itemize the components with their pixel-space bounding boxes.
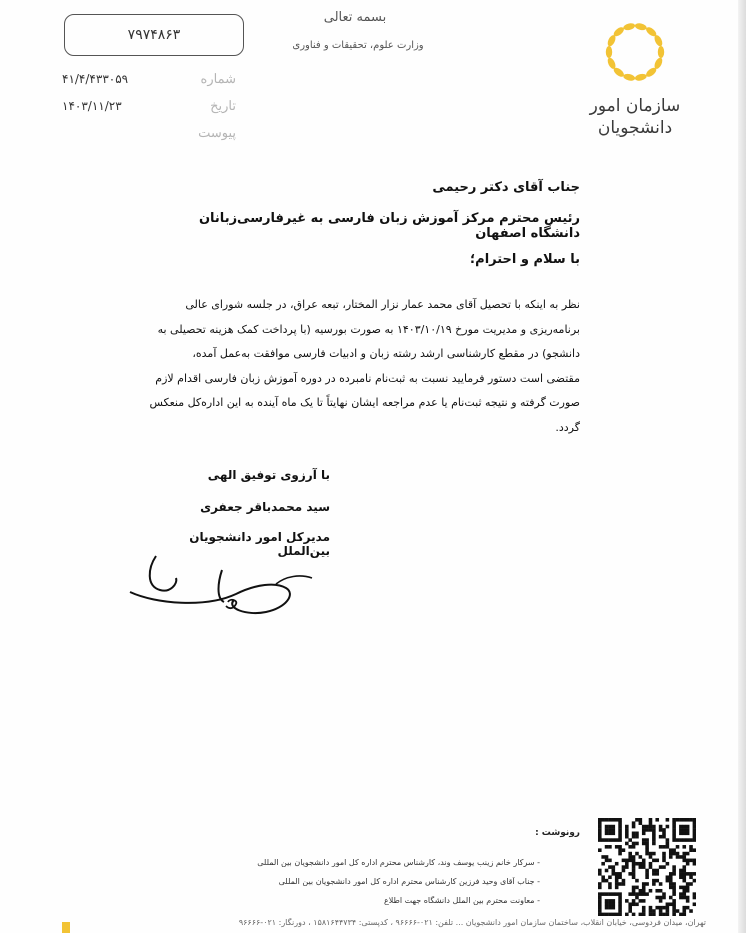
date-value: ۱۴۰۳/۱۱/۲۳	[62, 99, 122, 113]
org-logo	[575, 12, 695, 142]
cc-line: - جناب آقای وحید فرزین کارشناس محترم اداره کل امور دانشجویان بین المللی	[278, 877, 540, 886]
number-value: ۴۱/۴/۴۳۳۰۵۹	[62, 72, 129, 86]
sunflower-logo-icon	[595, 12, 675, 92]
date-label: تاریخ	[210, 99, 236, 114]
body-line: گردد.	[555, 420, 580, 434]
handwritten-signature-icon	[126, 548, 316, 626]
address-line: تهران، میدان فردوسی، خیابان انقلاب، ساختمان سازمان امور دانشجویان ... تلفن: ۰۲۱-۹۶۶۶۶ ، کدپستی: ۱۵۸۱۶۴۴۷۳۴ ، دورنگار: ۰۲۱-۹۶۶۶۶	[238, 918, 706, 927]
signer-title: مدیرکل امور دانشجویان بین‌الملل	[189, 530, 330, 558]
addressee-title: رئیس محترم مرکز آموزش زبان فارسی به غیرفارسی‌زبانان دانشگاه اصفهان	[198, 211, 580, 241]
body-line: مقتضی است دستور فرمایید نسبت به ثبت‌نام نامبرده در دوره آموزش زبان فارسی اقدام لازم	[155, 371, 580, 385]
body-line: صورت گرفته و نتیجه ثبت‌نام یا عدم مراجعه ایشان نهایتاً تا یک ماه آینده به این اداره‌کل منعکس	[149, 396, 580, 409]
page-edge	[738, 0, 746, 933]
bismillah: بسمه تعالی	[323, 10, 387, 25]
body-line: نظر به اینکه با تحصیل آقای محمد عمار نزار المختار، تبعه عراق، در جلسه شورای عالی	[185, 298, 580, 311]
signer-name: سید محمدباقر جعفری	[200, 500, 330, 514]
letter-code-box: ۷۹۷۴۸۶۳	[64, 14, 244, 56]
number-label: شماره	[200, 72, 236, 87]
org-name-line1: سازمان امور	[589, 96, 681, 116]
letter-body	[132, 293, 580, 440]
closing-wish: با آرزوی توفیق الهی	[207, 468, 330, 482]
cc-line: - معاونت محترم بین الملل دانشگاه جهت اطلاع	[384, 896, 540, 905]
cc-line: - سرکار خانم زینب یوسف وند، کارشناس محترم اداره کل امور دانشجویان بین المللی	[257, 858, 540, 867]
cc-heading: رونوشت :	[535, 828, 580, 838]
org-name-line2: دانشجویان	[597, 118, 673, 138]
greeting: با سلام و احترام؛	[469, 252, 580, 267]
qr-code-icon	[598, 818, 696, 916]
ministry-name: وزارت علوم، تحقیقات و فناوری	[292, 40, 424, 51]
body-line: برنامه‌ریزی و مدیریت مورخ ۱۴۰۳/۱۰/۱۹ به صورت بورسیه (با پرداخت کمک هزینه تحصیلی به	[157, 322, 580, 336]
body-line: دانشجو) در مقطع کارشناسی ارشد رشته زبان و ادبیات فارسی موافقت به‌عمل آمده،	[192, 347, 580, 360]
footer-logo-icon	[62, 922, 70, 933]
addressee: جناب آقای دکتر رحیمی	[432, 180, 580, 195]
attachment-label: پیوست	[198, 126, 236, 141]
